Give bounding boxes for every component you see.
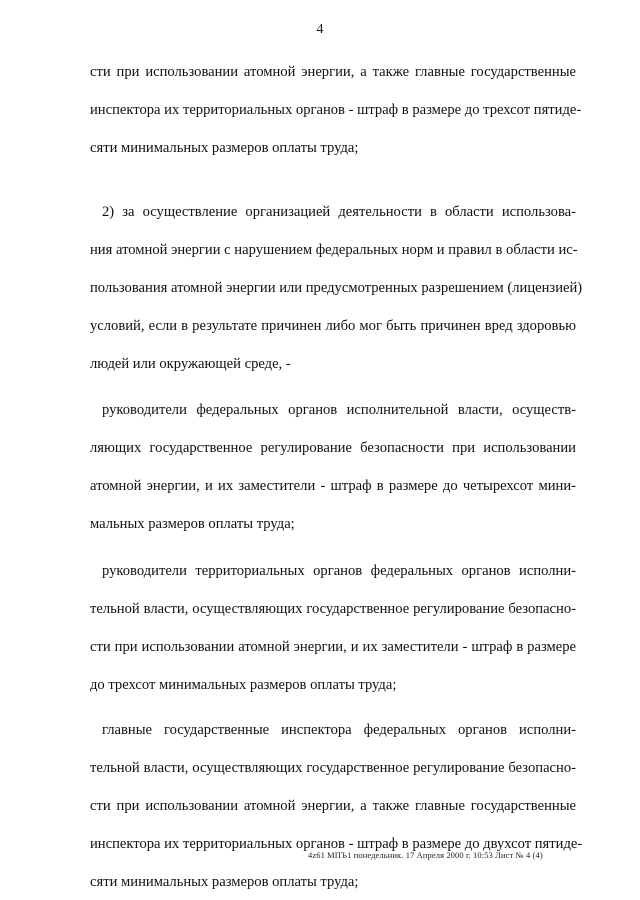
text-line: атомной энергии, и их заместители - штраф в размере до четырехсот мини- — [90, 478, 576, 494]
text-line: инспектора их территориальных органов - штраф в размере до двухсот пятиде- — [90, 836, 583, 852]
text-line: до трехсот минимальных размеров оплаты труда; — [90, 677, 397, 693]
text-line: сти при использовании атомной энергии, и их заместители - штраф в размере — [90, 639, 576, 655]
text-line: тельной власти, осуществляющих государственное регулирование безопасно- — [90, 601, 576, 617]
page-number: 4 — [316, 22, 324, 37]
text-line: людей или окружающей среде, - — [90, 356, 291, 372]
text-line: условий, если в результате причинен либо мог быть причинен вред здоровью — [90, 318, 576, 334]
text-line: сти при использовании атомной энергии, а также главные государственные — [90, 64, 576, 80]
text-line: мальных размеров оплаты труда; — [90, 516, 295, 532]
text-line: сяти минимальных размеров оплаты труда; — [90, 874, 359, 890]
text-line: ния атомной энергии с нарушением федеральных норм и правил в области ис- — [90, 242, 578, 258]
text-line: руководители федеральных органов исполнительной власти, осуществ- — [102, 402, 576, 418]
text-line: сяти минимальных размеров оплаты труда; — [90, 140, 359, 156]
text-line: руководители территориальных органов федеральных органов исполни- — [102, 563, 576, 579]
text-line: ляющих государственное регулирование безопасности при использовании — [90, 440, 576, 456]
text-line: 2) за осуществление организацией деятельности в области использова- — [102, 204, 576, 220]
page-footer: 4z61 МПЪ1 понедельник. 17 Апреля 2000 г. 10:53 Лист № 4 (4) — [308, 850, 543, 860]
text-line: тельной власти, осуществляющих государственное регулирование безопасно- — [90, 760, 576, 776]
text-line: главные государственные инспектора федеральных органов исполни- — [102, 722, 576, 738]
text-line: пользования атомной энергии или предусмотренных разрешением (лицензией) — [90, 280, 583, 296]
text-line: сти при использовании атомной энергии, а также главные государственные — [90, 798, 576, 814]
text-line: инспектора их территориальных органов - штраф в размере до трехсот пятиде- — [90, 102, 582, 118]
